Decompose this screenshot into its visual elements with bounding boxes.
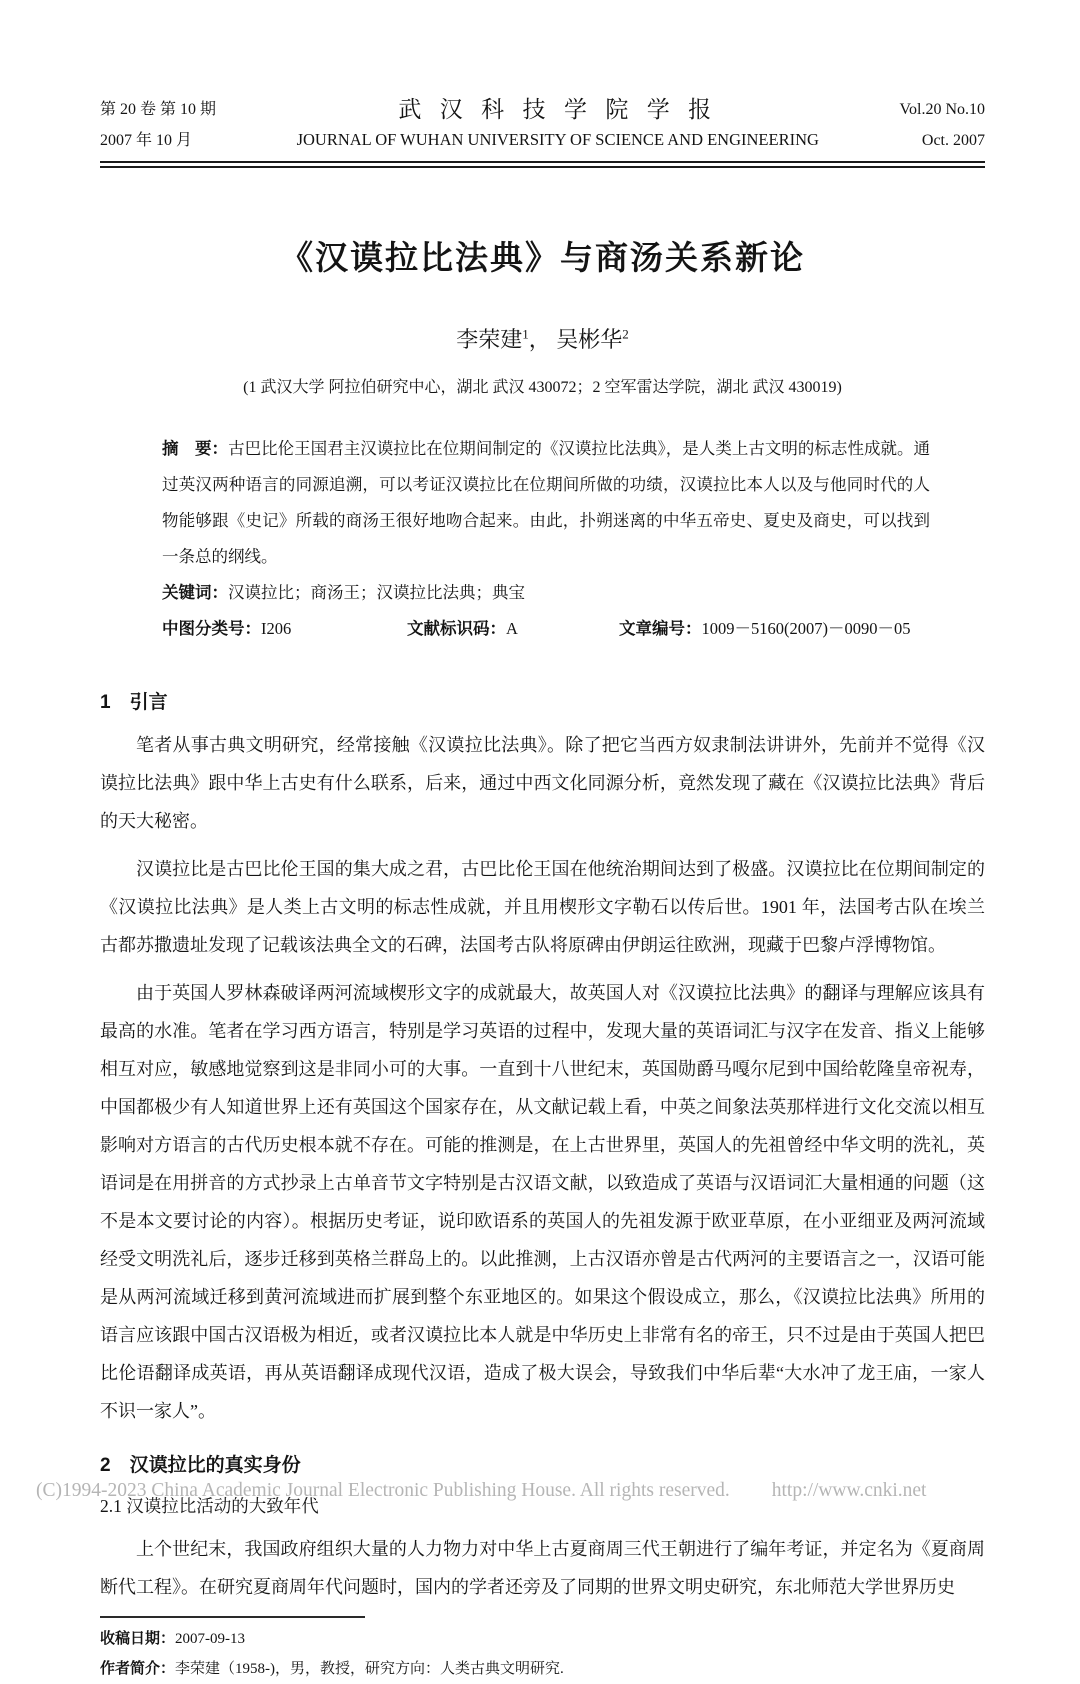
author-1-name: 李荣建 [456,327,523,352]
doc-code-value: A [506,619,518,638]
copyright-text: (C)1994-2023 China Academic Journal Electronic Publishing House. All rights reserved. [36,1480,730,1501]
clc-value: I206 [261,619,292,638]
copyright-url: http://www.cnki.net [771,1480,927,1501]
author-bio-value: 李荣建（1958-)，男，教授，研究方向：人类古典文明研究. [175,1661,564,1677]
abstract-paragraph [162,431,930,575]
affiliation-line: (1 武汉大学 阿拉伯研究中心，湖北 武汉 430072；2 空军雷达学院，湖北 武汉 430019) [243,379,842,396]
author-bio-label: 作者简介： [100,1660,176,1677]
received-date-value: 2007-09-13 [175,1631,246,1647]
section-1-paragraph-3: 由于英国人罗林森破译两河流域楔形文字的成就最大，故英国人对《汉谟拉比法典》的翻译与理解应该具有最高的水准。笔者在学习西方语言，特别是学习英语的过程中，发现大量的英语词汇与汉字在发音、指义上能够相互对应，敏感地觉察到这是非同小可的大事。一直到十八世纪末，英国勋爵马嘎尔尼到中国给乾隆皇帝祝寿，中国都极少有人知道世界上还有英国这个国家存在，从文献记载上看，中英之间象法英那样进行文化交流以相互影响对方语言的古代历史根本就不存在。可能的推测是，在上古世界里，英国人的先祖曾经中华文明的洗礼，英语词是在用拼音的方式抄录上古单音节文字特别是古汉语文献，以致造成了英语与汉语词汇大量相通的问题（这不是本文要讨论的内容）。根据历史考证，说印欧语系的英国人的先祖发源于欧亚草原，在小亚细亚及两河流域经受文明洗礼后，逐步迁移到英格兰群岛上的。以此推测，上古汉语亦曾是古代两河的主要语言之一，汉语可能是从两河流域迁移到黄河流域进而扩展到整个东亚地区的。如果这个假设成立，那么，《汉谟拉比法典》所用的语言应该跟中国古汉语极为相近，或者汉谟拉比本人就是中华历史上非常有名的帝王，只不过是由于英国人把巴比伦语翻译成英语，再从英语翻译成现代汉语，造成了极大误会，导致我们中华后辈“大水冲了龙王庙，一家人不识一家人”。 [100,983,985,1421]
footnote-rule [100,1616,365,1618]
received-date-label: 收稿日期： [100,1630,176,1647]
article-id-label: 文章编号： [619,620,702,638]
journal-header [100,94,985,156]
section-1-heading: 1 引言 [100,692,168,713]
authors-line [100,323,985,354]
meta-block [162,431,930,647]
journal-name-block [216,94,899,156]
keywords-label: 关键词： [162,584,228,602]
date-cn: 2007 年 10 月 [100,132,193,149]
copyright-strip [36,1480,926,1502]
keywords-text: 汉谟拉比；商汤王；汉谟拉比法典；典宝 [228,583,525,602]
header-issue-info [100,94,216,156]
article-id-cell [619,611,930,647]
clc-label: 中图分类号： [162,620,261,638]
author-1-sup: 1 [522,326,529,342]
article-id-value: 1009－5160(2007)－0090－05 [701,619,911,638]
authors-separator: ， [528,327,557,352]
section-2-1-subheading: 2.1 汉谟拉比活动的大致年代 [100,1496,319,1516]
section-2-heading: 2 汉谟拉比的真实身份 [100,1455,301,1476]
clc-cell [162,611,407,647]
volume-issue-cn: 第 20 卷 第 10 期 [100,101,217,118]
header-volume-info [900,94,986,156]
doc-code-label: 文献标识码： [407,620,506,638]
abstract-text: 古巴比伦王国君主汉谟拉比在位期间制定的《汉谟拉比法典》，是人类上古文明的标志性成就。通过英汉两种语言的同源追溯，可以考证汉谟拉比在位期间所做的功绩，汉谟拉比本人以及与他同时代的人物能够跟《史记》所载的商汤王很好地吻合起来。由此，扑朔迷离的中华五帝史、夏史及商史，可以找到一条总的纲线。 [162,439,931,566]
footnote-block [100,1616,985,1684]
section-1-paragraph-2: 汉谟拉比是古巴比伦王国的集大成之君，古巴比伦王国在他统治期间达到了极盛。汉谟拉比在位期间制定的《汉谟拉比法典》是人类上古文明的标志性成就，并且用楔形文字勒石以传后世。1901 年，法国考古队在埃兰古都苏撒遗址发现了记载该法典全文的石碑，法国考古队将原碑由伊朗运往欧洲，现藏于巴黎卢浮博物馆。 [100,859,985,955]
header-double-rule [100,161,985,168]
date-en: Oct. 2007 [921,132,985,149]
classification-row [162,611,930,647]
section-2-paragraph-1: 上个世纪末，我国政府组织大量的人力物力对中华上古夏商周三代王朝进行了编年考证，并定名为《夏商周断代工程》。在研究夏商周年代问题时，国内的学者还旁及了同期的世界文明史研究，东北师范大学世界历史 [100,1539,985,1597]
section-1-paragraph-1: 笔者从事古典文明研究，经常接触《汉谟拉比法典》。除了把它当西方奴隶制法讲讲外，先前并不觉得《汉谟拉比法典》跟中华上古史有什么联系，后来，通过中西文化同源分析，竟然发现了藏在《汉谟拉比法典》背后的天大秘密。 [100,735,985,831]
doc-code-cell [407,611,619,647]
author-bio-line [100,1654,985,1684]
author-2-sup: 2 [622,326,629,342]
keywords-paragraph [162,575,930,611]
journal-name-en: JOURNAL OF WUHAN UNIVERSITY OF SCIENCE AND ENGINEERING [296,130,819,149]
paper-title: 《汉谟拉比法典》与商汤关系新论 [280,239,805,276]
author-2-name: 吴彬华 [556,327,623,352]
abstract-label: 摘 要： [162,440,229,458]
journal-name-cn: 武 汉 科 技 学 院 学 报 [398,96,718,122]
volume-issue-en: Vol.20 No.10 [899,101,985,118]
received-date-line [100,1624,985,1654]
